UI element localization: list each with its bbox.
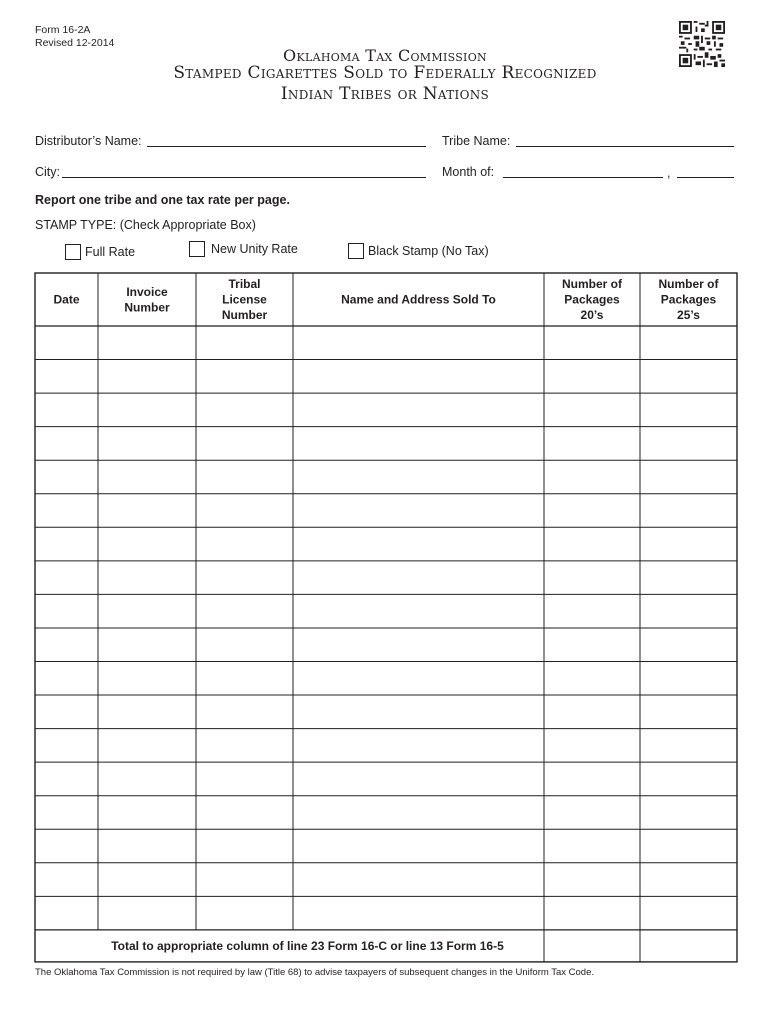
- header-packages-25s: Number of Packages 25’s: [658, 277, 719, 322]
- table-row: [36, 797, 736, 829]
- table-cell[interactable]: [641, 696, 736, 728]
- table-cell[interactable]: [641, 528, 736, 560]
- table-cell[interactable]: [197, 830, 292, 862]
- header-tribal-license-number: Tribal License Number: [221, 277, 268, 322]
- table-cell[interactable]: [36, 830, 97, 862]
- table-cell[interactable]: [99, 528, 195, 560]
- table-cell[interactable]: [36, 495, 97, 527]
- black-stamp-label: Black Stamp (No Tax): [368, 244, 489, 258]
- table-cell[interactable]: [197, 663, 292, 695]
- table-cell[interactable]: [641, 629, 736, 661]
- table-cell[interactable]: [294, 595, 543, 627]
- header-name-address: Name and Address Sold To: [341, 292, 496, 307]
- table-row: [36, 361, 736, 393]
- table-row: [36, 696, 736, 728]
- table-cell[interactable]: [36, 394, 97, 426]
- table-cell[interactable]: [36, 461, 97, 493]
- table-cell[interactable]: [545, 528, 639, 560]
- table-cell[interactable]: [197, 595, 292, 627]
- table-cell[interactable]: [545, 730, 639, 762]
- table-cell[interactable]: [545, 797, 639, 829]
- table-cell[interactable]: [545, 428, 639, 460]
- table-row: [36, 897, 736, 929]
- table-cell[interactable]: [197, 696, 292, 728]
- table-cell[interactable]: [99, 897, 195, 929]
- table-cell[interactable]: [641, 763, 736, 795]
- table-cell[interactable]: [36, 730, 97, 762]
- distributor-name-label: Distributor’s Name:: [35, 134, 142, 148]
- table-cell[interactable]: [294, 361, 543, 393]
- table-cell[interactable]: [36, 327, 97, 359]
- table-cell[interactable]: [545, 327, 639, 359]
- form-title-line-2: Indian Tribes or Nations: [280, 84, 490, 104]
- table-cell[interactable]: [294, 562, 543, 594]
- table-cell[interactable]: [545, 663, 639, 695]
- table-cell[interactable]: [641, 495, 736, 527]
- table-cell[interactable]: [197, 897, 292, 929]
- table-cell[interactable]: [294, 897, 543, 929]
- table-row: [36, 461, 736, 493]
- total-20s-cell[interactable]: [545, 931, 639, 961]
- month-label: Month of:: [442, 165, 495, 179]
- table-cell[interactable]: [197, 361, 292, 393]
- table-cell[interactable]: [545, 595, 639, 627]
- header-packages-20s: Number of Packages 20’s: [562, 277, 622, 322]
- table-cell[interactable]: [294, 797, 543, 829]
- tribe-name-label: Tribe Name:: [442, 134, 511, 148]
- table-cell[interactable]: [294, 528, 543, 560]
- table-cell[interactable]: [36, 797, 97, 829]
- table-cell[interactable]: [197, 428, 292, 460]
- table-cell[interactable]: [641, 830, 736, 862]
- table-cell[interactable]: [99, 562, 195, 594]
- table-row: [36, 528, 736, 560]
- table-cell[interactable]: [36, 897, 97, 929]
- table-row: [36, 595, 736, 627]
- table-cell[interactable]: [545, 763, 639, 795]
- table-cell[interactable]: [36, 864, 97, 896]
- table-cell[interactable]: [294, 864, 543, 896]
- table-cell[interactable]: [641, 730, 736, 762]
- table-cell[interactable]: [641, 327, 736, 359]
- table-row: [36, 864, 736, 896]
- city-label: City:: [35, 165, 60, 179]
- table-cell[interactable]: [36, 528, 97, 560]
- table-cell[interactable]: [99, 730, 195, 762]
- table-cell[interactable]: [36, 763, 97, 795]
- stamp-type-label: STAMP TYPE: (Check Appropriate Box): [35, 218, 256, 232]
- table-row: [36, 428, 736, 460]
- table-cell[interactable]: [99, 696, 195, 728]
- table-cell[interactable]: [545, 897, 639, 929]
- table-cell[interactable]: [36, 428, 97, 460]
- table-cell[interactable]: [36, 629, 97, 661]
- year-separator: ,: [667, 166, 671, 180]
- table-cell[interactable]: [641, 595, 736, 627]
- table-cell[interactable]: [99, 361, 195, 393]
- table-row: [36, 629, 736, 661]
- table-cell[interactable]: [99, 495, 195, 527]
- table-cell[interactable]: [294, 663, 543, 695]
- table-cell[interactable]: [197, 864, 292, 896]
- table-cell[interactable]: [641, 428, 736, 460]
- table-cell[interactable]: [294, 495, 543, 527]
- table-cell[interactable]: [99, 595, 195, 627]
- table-cell[interactable]: [197, 562, 292, 594]
- table-cell[interactable]: [99, 763, 195, 795]
- table-cell[interactable]: [545, 495, 639, 527]
- table-cell[interactable]: [99, 461, 195, 493]
- total-row-label: Total to appropriate column of line 23 Form 16-C or line 13 Form 16-5: [111, 938, 504, 953]
- table-cell[interactable]: [197, 495, 292, 527]
- table-cell[interactable]: [294, 763, 543, 795]
- table-cell[interactable]: [36, 663, 97, 695]
- table-cell[interactable]: [197, 763, 292, 795]
- table-cell[interactable]: [641, 864, 736, 896]
- table-cell[interactable]: [545, 696, 639, 728]
- table-cell[interactable]: [294, 730, 543, 762]
- agency-name: Oklahoma Tax Commission: [283, 46, 487, 65]
- table-cell[interactable]: [36, 361, 97, 393]
- total-25s-cell[interactable]: [641, 931, 736, 961]
- table-cell[interactable]: [294, 394, 543, 426]
- form-number: Form 16-2A: [35, 24, 91, 36]
- table-cell[interactable]: [641, 394, 736, 426]
- table-cell[interactable]: [197, 730, 292, 762]
- table-cell[interactable]: [99, 663, 195, 695]
- table-cell[interactable]: [197, 394, 292, 426]
- table-cell[interactable]: [641, 663, 736, 695]
- table-row: [36, 730, 736, 762]
- table-cell[interactable]: [294, 461, 543, 493]
- table-cell[interactable]: [545, 461, 639, 493]
- table-cell[interactable]: [545, 361, 639, 393]
- form-title-line-1: Stamped Cigarettes Sold to Federally Recognized: [173, 63, 597, 83]
- table-cell[interactable]: [545, 562, 639, 594]
- table-cell[interactable]: [545, 830, 639, 862]
- table-cell[interactable]: [641, 797, 736, 829]
- table-cell[interactable]: [197, 797, 292, 829]
- table-cell[interactable]: [99, 629, 195, 661]
- report-instruction: Report one tribe and one tax rate per page.: [35, 193, 290, 207]
- form-revision: Revised 12-2014: [35, 37, 115, 49]
- table-cell[interactable]: [36, 696, 97, 728]
- table-cell[interactable]: [197, 327, 292, 359]
- table-cell[interactable]: [99, 428, 195, 460]
- table-cell[interactable]: [99, 327, 195, 359]
- table-row: [36, 495, 736, 527]
- table-cell[interactable]: [545, 629, 639, 661]
- table-cell[interactable]: [36, 595, 97, 627]
- header-date: Date: [53, 292, 80, 307]
- table-cell[interactable]: [294, 629, 543, 661]
- table-cell[interactable]: [641, 897, 736, 929]
- table-row: [36, 562, 736, 594]
- footer-disclaimer: The Oklahoma Tax Commission is not required by law (Title 68) to advise taxpayers of subsequent changes in the Uniform Tax Code.: [35, 967, 595, 978]
- table-cell[interactable]: [197, 461, 292, 493]
- table-cell[interactable]: [99, 864, 195, 896]
- table-cell[interactable]: [99, 797, 195, 829]
- table-cell[interactable]: [641, 461, 736, 493]
- table-cell[interactable]: [294, 428, 543, 460]
- table-row: [36, 763, 736, 795]
- table-row: [36, 327, 736, 359]
- table-cell[interactable]: [197, 629, 292, 661]
- table-headers: [53, 277, 719, 322]
- table-cell[interactable]: [641, 361, 736, 393]
- table-cell[interactable]: [36, 562, 97, 594]
- table-cell[interactable]: [641, 562, 736, 594]
- table-body: [36, 327, 736, 961]
- table-cell[interactable]: [294, 327, 543, 359]
- table-row: [36, 663, 736, 695]
- table-cell[interactable]: [545, 864, 639, 896]
- new-unity-rate-label: New Unity Rate: [211, 242, 298, 256]
- table-row: [36, 394, 736, 426]
- header-invoice-number: Invoice Number: [124, 284, 170, 315]
- table-cell[interactable]: [99, 394, 195, 426]
- full-rate-label: Full Rate: [85, 245, 136, 259]
- table-cell[interactable]: [294, 696, 543, 728]
- table-row: [36, 830, 736, 862]
- table-cell[interactable]: [197, 528, 292, 560]
- table-cell[interactable]: [545, 394, 639, 426]
- table-cell[interactable]: [294, 830, 543, 862]
- table-cell[interactable]: [99, 830, 195, 862]
